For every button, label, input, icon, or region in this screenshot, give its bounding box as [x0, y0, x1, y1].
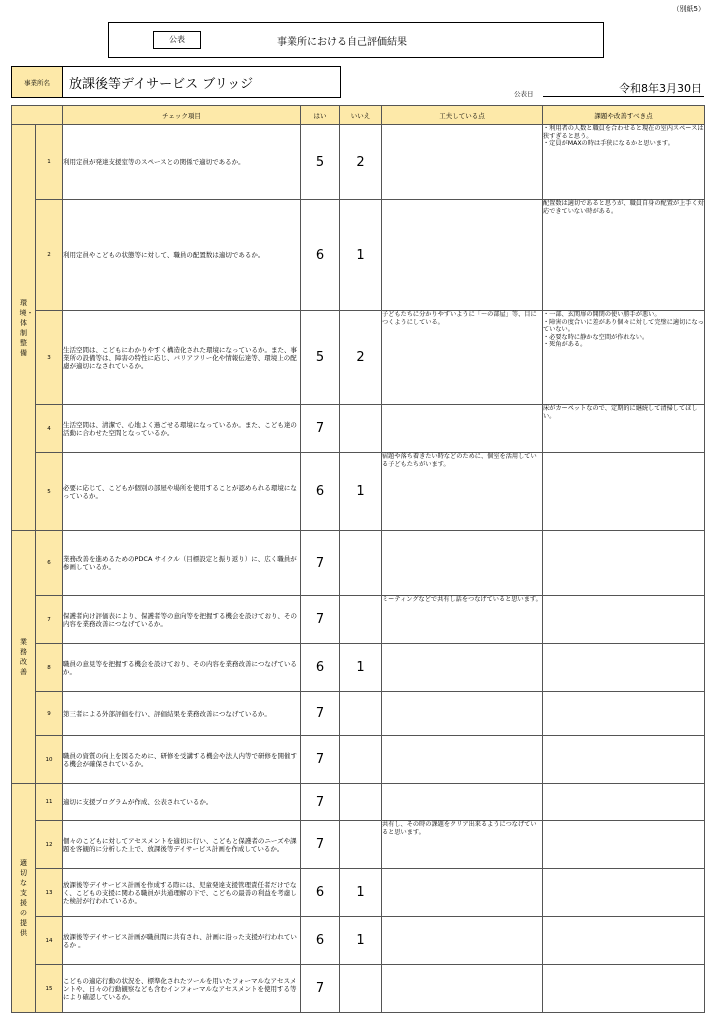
issues-note: ・利用者の人数と職員を合わせると現在の室内スペースは狭すぎると思う。 ・定員がMAXの時は手狭になるかと思います。 [543, 125, 705, 200]
table-row [12, 784, 705, 821]
check-item: 利用定員が発達支援室等のスペースとの関係で適切であるか。 [63, 125, 301, 200]
yes-count: 7 [301, 736, 340, 784]
no-count: 1 [340, 453, 382, 531]
no-count [340, 784, 382, 821]
row-number: 1 [36, 125, 63, 200]
issues-note [543, 784, 705, 821]
check-item: 業務改善を進めるためのPDCA サイクル（目標設定と振り返り）に、広く職員が参画しているか。 [63, 531, 301, 596]
no-count [340, 596, 382, 644]
header-no: いいえ [340, 106, 382, 125]
row-number: 2 [36, 200, 63, 311]
efforts-note [382, 869, 543, 917]
check-item: 生活空間は、清潔で、心地よく過ごせる環境になっているか。また、こども達の活動に合わせた空間となっているか。 [63, 405, 301, 453]
check-item: 個々のこどもに対してアセスメントを適切に行い、こどもと保護者のニーズや課題を客観的に分析した上で、放課後等デイサービス計画を作成しているか。 [63, 821, 301, 869]
yes-count: 7 [301, 596, 340, 644]
issues-note: ・一部、玄関扉の開閉の使い勝手が悪い。 ・障害の度合いに差があり個々に対して完璧に適切になっていない。 ・必要な時に静かな空間が作れない。 ・死角がある。 [543, 311, 705, 405]
table-row [12, 821, 705, 869]
check-item: 放課後等デイサービス計画が職員間に共有され、計画に沿った支援が行われているか 。 [63, 917, 301, 965]
public-tag: 公表 [153, 31, 201, 49]
efforts-note: ミーティングなどで共有し話をつなげていると思います。 [382, 596, 543, 644]
table-row [12, 965, 705, 1013]
efforts-note: 宿題や落ち着きたい時などのために、個室を活用している子どもたちがいます。 [382, 453, 543, 531]
table-row [12, 405, 705, 453]
row-number: 4 [36, 405, 63, 453]
no-count: 1 [340, 644, 382, 692]
category-cell [12, 531, 36, 784]
table-row [12, 125, 705, 200]
title-box [108, 22, 604, 58]
row-number: 11 [36, 784, 63, 821]
row-number: 5 [36, 453, 63, 531]
no-count: 2 [340, 311, 382, 405]
issues-note [543, 644, 705, 692]
efforts-note [382, 736, 543, 784]
yes-count: 6 [301, 644, 340, 692]
no-count [340, 405, 382, 453]
issues-note: 床がカーペットなので、定期的に継続して清掃してほしい。 [543, 405, 705, 453]
issues-note [543, 821, 705, 869]
check-item: 生活空間は、こどもにわかりやすく構造化された環境になっているか。また、事業所の設備等は、障害の特性に応じ、バリアフリー化や情報伝達等、環境上の配慮が適切になされているか。 [63, 311, 301, 405]
yes-count: 6 [301, 453, 340, 531]
office-label: 事業所名 [12, 67, 63, 97]
row-number: 8 [36, 644, 63, 692]
yes-count: 7 [301, 405, 340, 453]
table-row [12, 531, 705, 596]
yes-count: 5 [301, 125, 340, 200]
check-item: 利用定員やこどもの状態等に対して、職員の配置数は適切であるか。 [63, 200, 301, 311]
yes-count: 6 [301, 917, 340, 965]
check-item: 適切に支援プログラムが作成、公表されているか。 [63, 784, 301, 821]
category-cell [12, 784, 36, 1013]
yes-count: 6 [301, 200, 340, 311]
row-number: 12 [36, 821, 63, 869]
issues-note [543, 453, 705, 531]
no-count: 1 [340, 869, 382, 917]
efforts-note [382, 784, 543, 821]
table-row [12, 736, 705, 784]
issues-note [543, 869, 705, 917]
efforts-note [382, 965, 543, 1013]
header-yes: はい [301, 106, 340, 125]
issues-note [543, 692, 705, 736]
annex-label: （別紙5） [672, 5, 705, 13]
category-label: 業務改善 [20, 638, 27, 676]
efforts-note [382, 692, 543, 736]
check-item: 第三者による外部評価を行い、評価結果を業務改善につなげているか。 [63, 692, 301, 736]
check-item: 必要に応じて、こどもが個別の部屋や場所を使用することが認められる環境になっているか。 [63, 453, 301, 531]
no-count: 1 [340, 917, 382, 965]
table-row [12, 692, 705, 736]
issues-note [543, 917, 705, 965]
table-row [12, 596, 705, 644]
row-number: 10 [36, 736, 63, 784]
row-number: 15 [36, 965, 63, 1013]
efforts-note [382, 200, 543, 311]
efforts-note [382, 644, 543, 692]
no-count [340, 821, 382, 869]
header-blank [12, 106, 63, 125]
yes-count: 5 [301, 311, 340, 405]
check-item: 保護者向け評価表により、保護者等の意向等を把握する機会を設けており、その内容を業務改善につなげているか。 [63, 596, 301, 644]
no-count: 1 [340, 200, 382, 311]
category-label: 環境・体制整備 [19, 298, 34, 357]
table-row [12, 311, 705, 405]
header-check-item: チェック項目 [63, 106, 301, 125]
header-efforts: 工夫している点 [382, 106, 543, 125]
yes-count: 7 [301, 821, 340, 869]
page-title: 事業所における自己評価結果 [277, 37, 407, 48]
evaluation-table [11, 105, 705, 1013]
table-row [12, 917, 705, 965]
check-item: 放課後等デイサービス計画を作成する際には、児童発達支援管理責任者だけでなく、こどもの支援に関わる職員が共通理解の下で、こどもの最善の利益を考慮した検討が行われているか。 [63, 869, 301, 917]
efforts-note: 子どもたちに分かりやすいように「～の部屋」等、目につくようにしている。 [382, 311, 543, 405]
table-row [12, 644, 705, 692]
yes-count: 7 [301, 531, 340, 596]
issues-note: 配置数は適切であると思うが、職員自身の配置が上手く対応できていない時がある。 [543, 200, 705, 311]
office-name: 放課後等デイサービス ブリッジ [69, 76, 254, 92]
no-count [340, 965, 382, 1013]
row-number: 6 [36, 531, 63, 596]
no-count [340, 692, 382, 736]
yes-count: 7 [301, 965, 340, 1013]
yes-count: 7 [301, 692, 340, 736]
efforts-note [382, 125, 543, 200]
no-count [340, 531, 382, 596]
check-item: 職員の意見等を把握する機会を設けており、その内容を業務改善につなげているか。 [63, 644, 301, 692]
issues-note [543, 531, 705, 596]
row-number: 3 [36, 311, 63, 405]
yes-count: 7 [301, 784, 340, 821]
efforts-note [382, 917, 543, 965]
yes-count: 6 [301, 869, 340, 917]
header-issues: 課題や改善すべき点 [543, 106, 705, 125]
efforts-note [382, 531, 543, 596]
office-box [11, 66, 341, 98]
check-item: こどもの適応行動の状況を、標準化されたツールを用いたフォーマルなアセスメントや、日々の行動観察なども含むインフォーマルなアセスメントを使用する等により確認しているか。 [63, 965, 301, 1013]
category-label: 適切な支援の提供 [20, 859, 27, 937]
row-number: 14 [36, 917, 63, 965]
no-count: 2 [340, 125, 382, 200]
issues-note [543, 596, 705, 644]
table-row [12, 869, 705, 917]
table-row [12, 453, 705, 531]
no-count [340, 736, 382, 784]
publish-date-label: 公表日 [514, 90, 534, 98]
table-header-row [12, 106, 705, 125]
publish-date-value: 令和8年3月30日 [543, 80, 704, 97]
issues-note [543, 965, 705, 1013]
check-item: 職員の資質の向上を図るために、研修を受講する機会や法人内等で研修を開催する機会が確保されているか。 [63, 736, 301, 784]
efforts-note [382, 405, 543, 453]
row-number: 7 [36, 596, 63, 644]
table-row [12, 200, 705, 311]
efforts-note: 共有し、その時の課題をクリア出来るようにつなげていると思います。 [382, 821, 543, 869]
row-number: 13 [36, 869, 63, 917]
category-cell [12, 125, 36, 531]
issues-note [543, 736, 705, 784]
row-number: 9 [36, 692, 63, 736]
